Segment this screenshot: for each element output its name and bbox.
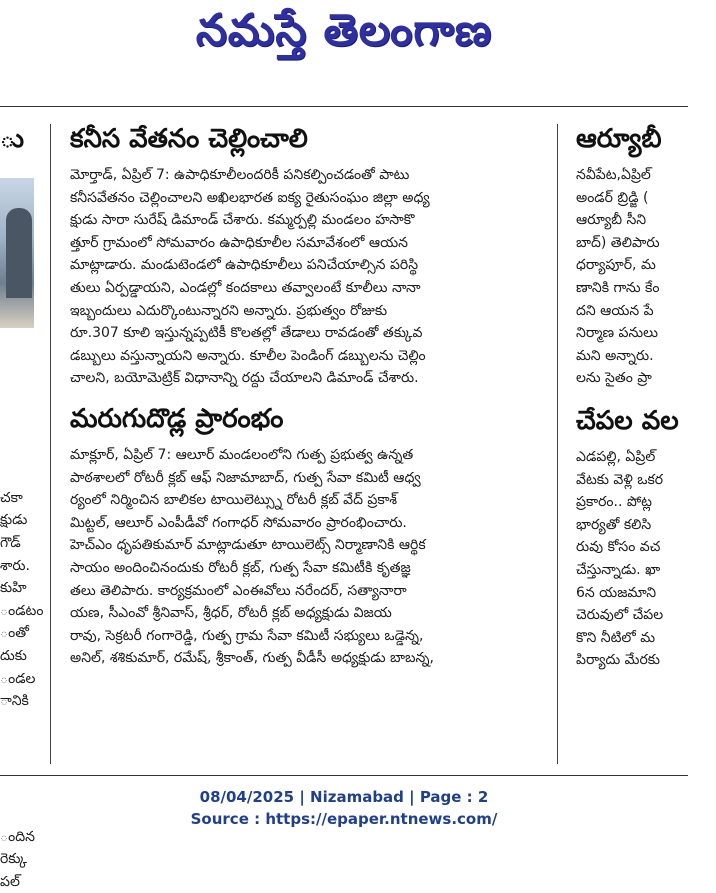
newspaper-logo: నమస్తే తెలంగాణ [195,5,493,56]
right-headline-1: ఆర్యూబీ [576,124,662,154]
article-2-headline: మరుగుదొడ్ల ప్రారంభం [70,403,284,434]
left-column-line: ానికి [0,693,29,710]
article-2-body [70,444,538,670]
article-line: రావు, సెక్రటరీ గంగారెడ్డి, గుత్ప గ్రామ సేవా కమిటీ సభ్యులు ఒడ్డెన్న, [70,627,424,644]
article-line: మోర్తాడ్, ఏప్రిల్ 7: ఉపాధికూలీలందరికీ పనికల్పించడంతో పాటు [70,167,410,183]
column-divider-right [557,124,558,764]
left-column-line [0,374,40,397]
main-column [70,122,538,670]
left-column-line [0,442,40,465]
article-line: తులు ఏర్పడ్డాయని, ఎండల్లో కందకాలు తవ్వాలంటే కూలీలు నానా [70,279,421,296]
right-column-line: భార్యతో కలిసి [576,516,652,533]
article-line: హెచ్ఎం ధృపతికుమార్ మాట్లాడుతూ టాయిలెట్స్ నిర్మాణానికి ఆర్థిక [70,537,426,554]
right-column-line: వేటకు వెళ్లి ఒకర [576,471,664,488]
right-column-line: రువు కోసం వచ [576,539,661,556]
right-column-line: బాద్) తెలిపారు [576,234,660,251]
footer-source: Source : https://epaper.ntnews.com/ [190,810,498,828]
left-headline: ు [0,124,25,154]
left-column-line: ండటం [0,602,44,619]
left-column-line [0,758,40,781]
right-column-line: అండర్ బ్రిడ్జి ( [576,189,649,206]
right-column-line: 6న యజమాని [576,584,657,601]
article-line: తలు తెలిపారు. కార్యక్రమంలో ఎంఈవోలు నరేందర్, సత్యానారా [70,582,407,599]
article-line: ర్యంలో నిర్మించిన బాలికల టాయిలెట్స్ను రోటరీ క్లబ్ వేద్ ప్రకాశ్ [70,492,398,509]
article-line: ఇబ్బందులు ఎదుర్కొంటున్నారని అన్నారు. ప్రభుత్వం రోజుకు [70,302,388,319]
article-line: క్షుడు సారా సురేష్ డిమాండ్ చేశారు. కమ్మర్పల్లి మండలం హసాకొ [70,212,415,229]
article-line: కనీసవేతనం చెల్లించాలని అఖిలభారత ఐక్య రైతుసంఘం జిల్లా అధ్య [70,189,430,206]
left-column-line: ంతో [0,625,29,642]
article-1-headline: కనీస వేతనం చెల్లించాలి [70,124,308,154]
right-column-line: నిర్మాణ పనులు [576,325,658,342]
right-column-line: దని ఆయన పే [576,302,654,319]
footer-dateline: 08/04/2025 | Nizamabad | Page : 2 [199,788,489,806]
masthead [0,0,688,72]
left-column-line [0,713,40,736]
right-column-line: చేస్తున్నాడు. ఖా [576,561,661,578]
article-line: యణ, సీఎంవో శ్రీనివాస్, శ్రీధర్, రోటరీ క్లబ్ అధ్యక్షుడు విజయ [70,605,392,622]
article-1-body [70,164,538,390]
left-column-line [0,396,40,419]
left-column-line: క్షుడు [0,512,28,529]
left-column-line [0,306,40,329]
left-column-line [0,735,40,758]
article-line: మిట్టల్, ఆలూర్ ఎంపీడీవో గంగాధర్ సోమవారం ప్రారంభించారు. [70,514,407,531]
left-column-line: కుహి [0,580,27,597]
article-line: రూ.307 కూలి ఇస్తున్నప్పటికీ కొలతల్లో తేడాలు రావడంతో తక్కువ [70,325,423,342]
right-column-line: కొని నీటిలో మ [576,629,656,646]
footer [0,786,688,830]
right-column [576,122,716,772]
article-line: చాలని, బయోమెట్రిక్ విధానాన్ని రద్దు చేయాలని డిమాండ్ చేశారు. [70,370,419,387]
article-line: మాట్లాడారు. మండుటెండలో ఉపాధికూలీలు పనిచేయాల్సిన పరిస్థి [70,257,419,274]
left-column-line: దుకు [0,647,27,664]
right-column-line: లను సైతం ప్రా [576,370,652,387]
column-divider-left [50,124,51,764]
right-column-line: పిర్యాదు మేరకు [576,652,660,669]
left-column-line: పల్ [0,873,20,890]
right-column-line: ణానికి గాను కేం [576,279,660,296]
article-line: అనిల్, శశికుమార్, రమేష్, శ్రీకాంత్, గుత్ప వీడీసీ అధ్యక్షుడు బాబన్న, [70,650,434,667]
left-column-line [0,419,40,442]
right-article-1-body [576,164,716,390]
left-column-line: రెక్కు [0,851,28,868]
left-column-line [0,464,40,487]
article-line: సాయం అందించినందుకు రోటరీ క్లబ్, గుత్ప సేవా కమిటీకి కృతజ్ఞ [70,559,411,576]
left-column-line: ందిన [0,828,35,845]
article-line: మాక్లూర్, ఏప్రిల్ 7: ఆలూర్ మండలంలోని గుత్ప ప్రభుత్వ ఉన్నత [70,446,414,463]
right-column-line: ఎడపల్లి, ఏప్రిల్ [576,448,656,465]
right-article-2-body [576,446,716,672]
left-column-line [0,351,40,374]
right-column-line: మని అన్నారు. [576,347,654,364]
left-column-line [0,329,40,352]
article-line: డబ్బులు వస్తున్నాయని అన్నారు. కూలీల పెండింగ్ డబ్బులను చెల్లిం [70,347,426,364]
bottom-rule [0,775,688,776]
right-headline-2: చేపల వల [576,405,679,436]
left-column-line: శారు. [0,557,30,574]
right-column-line: నవీపేట,ఏప్రిల్ [576,167,651,183]
left-column-line: గౌడ్ [0,534,21,551]
left-column-line: చకా [0,489,23,506]
right-column-line: ఆర్యూబీ సీని [576,212,647,229]
right-column-line: చెరువులో చేపల [576,607,664,624]
right-column-line: ప్రకారం.. పోట్ల [576,494,652,511]
article-line: పాఠశాలలో రోటరీ క్లబ్ ఆఫ్ నిజామాబాద్, గుత్ప సేవా కమిటీ ఆధ్వ [70,469,421,486]
left-column [0,122,44,890]
top-rule [0,106,688,107]
article-line: త్తూర్ గ్రామంలో సోమవారం ఉపాధికూలీల సమావేశంలో ఆయన [70,234,408,251]
right-column-line: ధర్యాపూర్, మ [576,257,656,274]
left-column-line: ండల [0,670,36,687]
